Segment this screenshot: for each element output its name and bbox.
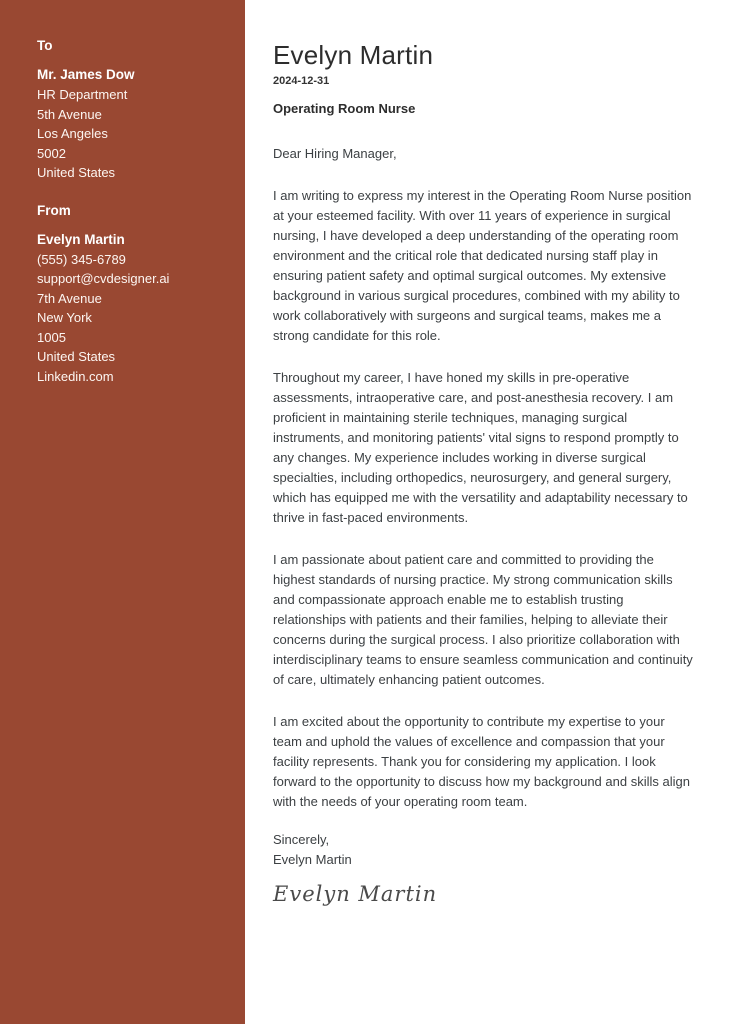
recipient-line: 5th Avenue xyxy=(37,106,102,122)
recipient-line: United States xyxy=(37,165,116,180)
paragraph-skills: Throughout my career, I have honed my skills in pre-operative assessments, intraoperative care, and post-anesthesia recovery. I am proficient in maintaining sterile techniques, managing surgical instruments, and monitoring patients' vital signs to respond promptly to any changes. My experience includes working in diverse surgical specialties, including orthopedics, neurosurgery, and general surgery, which has equipped me with the versatility and adaptability necessary to thrive in fast-paced environments. xyxy=(273,370,688,525)
from-label: From xyxy=(37,202,71,218)
recipient-line: HR Department xyxy=(37,87,128,102)
sender-line: 7th Avenue xyxy=(37,290,102,306)
recipient-line: Los Angeles xyxy=(37,126,108,141)
sender-block xyxy=(37,203,227,387)
recipient-line: 5002 xyxy=(37,145,66,161)
sender-phone: (555) 345-6789 xyxy=(37,251,126,267)
closing-word: Sincerely, xyxy=(273,832,330,847)
to-label: To xyxy=(37,38,53,53)
letter-date: 2024-12-31 xyxy=(273,75,330,87)
letter-body xyxy=(245,0,730,1024)
job-title: Operating Room Nurse xyxy=(273,101,416,116)
sender-line: New York xyxy=(37,310,92,325)
applicant-name-heading: Evelyn Martin xyxy=(273,40,434,70)
closing-block xyxy=(273,830,700,870)
paragraph-intro: I am writing to express my interest in the Operating Room Nurse position at your esteemed facility. With over 11 years of experience in surgical nursing, I have developed a deep understanding of the operating room environment and the critical role that dedicated nursing staff play in ensuring patient safety and optimal surgical outcomes. My extensive background in various surgical procedures, combined with my ability to work collaboratively with surgeons and surgical teams, makes me a strong candidate for this role. xyxy=(273,188,692,343)
sender-linkedin: Linkedin.com xyxy=(37,368,114,384)
sender-line: 1005 xyxy=(37,329,66,345)
sender-name: Evelyn Martin xyxy=(37,231,125,247)
sender-line: United States xyxy=(37,349,116,364)
sender-email: support@cvdesigner.ai xyxy=(37,271,170,286)
salutation: Dear Hiring Manager, xyxy=(273,146,397,161)
contact-sidebar xyxy=(0,0,245,1024)
paragraph-closing: I am excited about the opportunity to contribute my expertise to your team and uphold the values of excellence and compassion that your facility represents. Thank you for considering my application. I look forward to the opportunity to discuss how my background and skills align with the needs of your operating room team. xyxy=(273,714,690,809)
paragraph-values: I am passionate about patient care and committed to providing the highest standards of nursing practice. My strong communication skills and compassionate approach enable me to establish trusting relationships with patients and their families, helping to alleviate their concerns during the surgical process. I also prioritize collaboration with interdisciplinary teams to ensure seamless communication and continuity of care, ultimately enhancing patient outcomes. xyxy=(273,552,693,687)
recipient-name: Mr. James Dow xyxy=(37,67,135,82)
closing-name: Evelyn Martin xyxy=(273,852,352,867)
recipient-block xyxy=(37,38,227,183)
handwritten-signature: Evelyn Martin xyxy=(273,882,438,906)
